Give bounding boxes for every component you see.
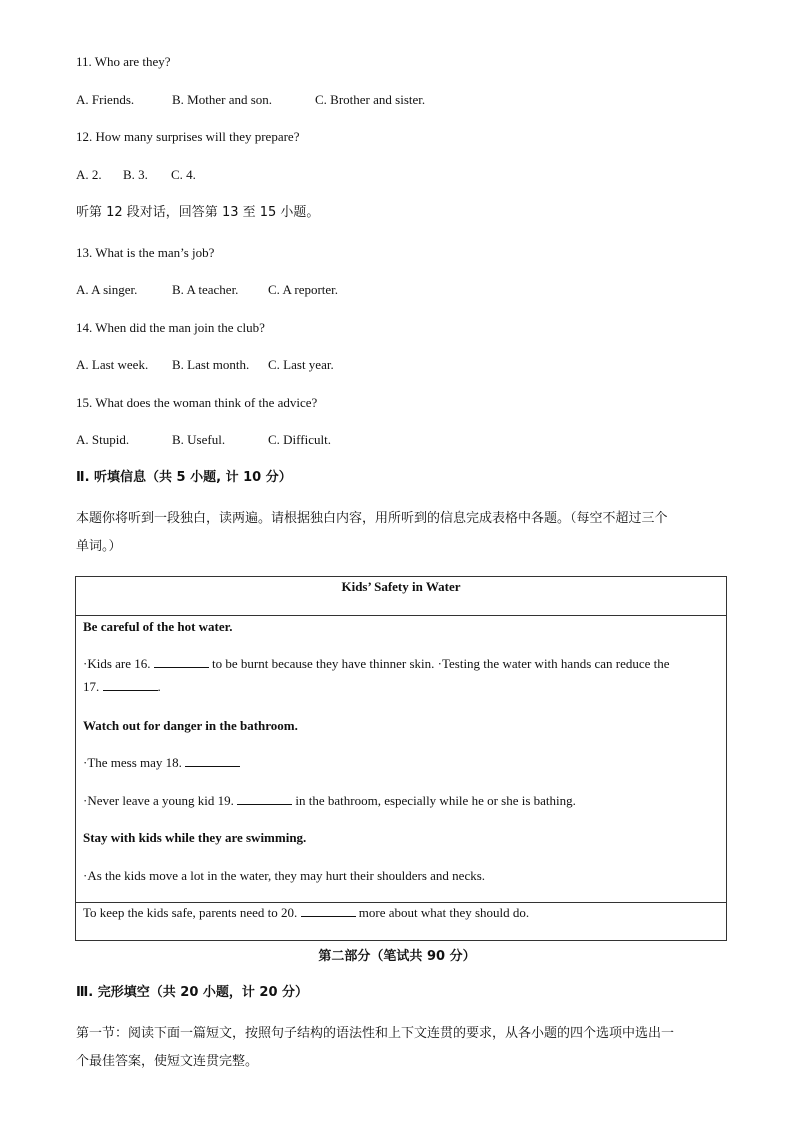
option-c: C. A reporter. <box>268 282 339 297</box>
dialogue-note: 听第 12 段对话，回答第 13 至 15 小题。 <box>76 205 320 220</box>
answer-blank-20[interactable] <box>301 905 356 917</box>
answer-blank-16[interactable] <box>154 656 209 668</box>
option-c: C. Last year. <box>268 357 334 372</box>
row-text: To keep the kids safe, parents need to 20. <box>83 905 298 920</box>
table-heading-3: Stay with kids while they are swimming. <box>83 830 307 845</box>
option-c: C. Difficult. <box>268 432 331 447</box>
question-13: 13. What is the man’s job? <box>76 245 215 260</box>
options-11 <box>76 92 425 108</box>
row-text: ·Kids are 16. <box>83 656 151 671</box>
table-row-20 <box>83 905 719 921</box>
row-text: . <box>157 679 161 694</box>
option-a: A. A singer. <box>76 282 138 297</box>
table-body-cell <box>76 616 727 903</box>
option-a: A. Friends. <box>76 92 135 107</box>
option-a: A. Last week. <box>76 357 149 372</box>
row-text: ·The mess may 18. <box>83 755 182 770</box>
row-text: 17. <box>83 679 100 694</box>
option-a: A. 2. <box>76 167 102 182</box>
options-14 <box>76 357 334 373</box>
table-title-cell <box>76 577 727 616</box>
table-heading-2: Watch out for danger in the bathroom. <box>83 718 298 733</box>
question-15: 15. What does the woman think of the advice? <box>76 395 318 410</box>
option-b: B. Mother and son. <box>172 92 273 107</box>
option-c: C. Brother and sister. <box>315 92 426 107</box>
answer-blank-19[interactable] <box>237 793 292 805</box>
row-text: in the bathroom, especially while he or she is bathing. <box>295 793 576 808</box>
table-footer-cell <box>76 903 727 941</box>
section3-instruction-1: 第一节：阅读下面一篇短文，按照句子结构的语法性和上下文连贯的要求，从各小题的四个选项中选出一 <box>76 1026 675 1041</box>
options-12 <box>76 167 196 183</box>
answer-blank-18[interactable] <box>185 755 240 767</box>
option-b: B. 3. <box>123 167 148 182</box>
question-14: 14. When did the man join the club? <box>76 320 265 335</box>
table-row-16 <box>83 656 670 672</box>
section2-heading: Ⅱ. 听填信息（共 5 小题, 计 10 分） <box>76 470 292 485</box>
option-b: B. Useful. <box>172 432 226 447</box>
table-row-19 <box>83 793 576 809</box>
question-12: 12. How many surprises will they prepare? <box>76 129 300 144</box>
options-13 <box>76 282 338 298</box>
table-heading-1: Be careful of the hot water. <box>83 619 233 634</box>
options-15 <box>76 432 331 448</box>
table-row-17 <box>83 679 161 695</box>
row-text: ·Never leave a young kid 19. <box>83 793 234 808</box>
part2-heading: 第二部分（笔试共 90 分） <box>318 949 476 964</box>
section3-instruction-2: 个最佳答案，使短文连贯完整。 <box>76 1054 259 1069</box>
answer-blank-17[interactable] <box>103 679 158 691</box>
row-text: more about what they should do. <box>358 905 530 920</box>
kids-safety-table <box>75 576 727 941</box>
table-title: Kids’ Safety in Water <box>341 579 461 594</box>
section2-instruction-1: 本题你将听到一段独白，读两遍。请根据独白内容，用所听到的信息完成表格中各题。（每空不超过三个 <box>76 511 668 526</box>
section2-instruction-2: 单词。） <box>76 539 122 554</box>
table-row-neck: ·As the kids move a lot in the water, they may hurt their shoulders and necks. <box>83 868 486 883</box>
section3-heading: Ⅲ. 完形填空（共 20 小题，计 20 分） <box>76 985 309 1000</box>
option-b: B. A teacher. <box>172 282 239 297</box>
option-b: B. Last month. <box>172 357 250 372</box>
question-11: 11. Who are they? <box>76 54 171 69</box>
table-row-18 <box>83 755 240 771</box>
option-a: A. Stupid. <box>76 432 130 447</box>
row-text: to be burnt because they have thinner skin. ·Testing the water with hands can reduce the <box>212 656 670 671</box>
option-c: C. 4. <box>171 167 196 182</box>
